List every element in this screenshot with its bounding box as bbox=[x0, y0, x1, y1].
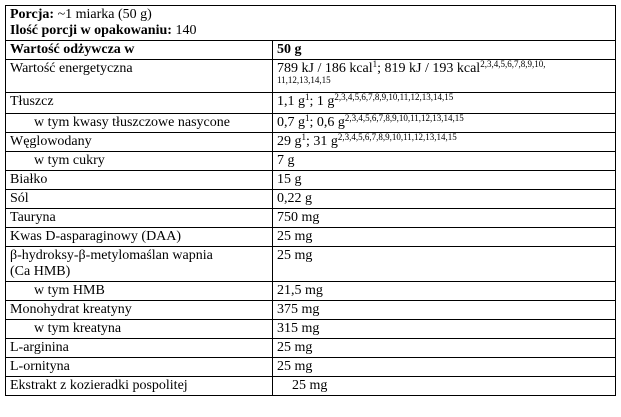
footnote-ref: 1 bbox=[301, 132, 306, 142]
table-row bbox=[6, 152, 616, 171]
table-row bbox=[6, 228, 616, 247]
count-value: 140 bbox=[175, 23, 197, 38]
table-row bbox=[6, 358, 616, 377]
count-label: Ilość porcji w opakowaniu: bbox=[10, 23, 172, 38]
table-row bbox=[6, 320, 616, 339]
table-row bbox=[6, 114, 616, 133]
table-row bbox=[6, 301, 616, 320]
row-name: L-arginina bbox=[6, 339, 273, 358]
table-row bbox=[6, 60, 616, 93]
footnote-refs: 2,3,4,5,6,7,8,9,10,11,12,13,14,15 bbox=[334, 92, 454, 102]
value-b: ; 1 g bbox=[309, 94, 335, 109]
row-name-line2: (Ca HMB) bbox=[10, 264, 71, 279]
footnote-refs-cont: 11,12,13,14,15 bbox=[277, 75, 331, 85]
row-name: w tym kwasy tłuszczowe nasycone bbox=[6, 114, 273, 133]
row-value bbox=[273, 133, 616, 152]
table-row bbox=[6, 93, 616, 114]
value-a: 789 kJ / 186 kcal bbox=[277, 61, 373, 76]
row-name-line1: β-hydroksy-β-metylomaślan wapnia bbox=[10, 248, 213, 263]
row-value: 750 mg bbox=[273, 209, 616, 228]
row-value: 25 mg bbox=[273, 358, 616, 377]
row-name: Tłuszcz bbox=[6, 93, 273, 114]
value-a: 29 g bbox=[277, 134, 302, 149]
nutrition-table bbox=[5, 5, 616, 396]
row-value: 15 g bbox=[273, 171, 616, 190]
row-name: Ekstrakt z kozieradki pospolitej bbox=[6, 377, 273, 396]
row-name: w tym cukry bbox=[6, 152, 273, 171]
serving-label: Porcja: bbox=[10, 7, 55, 22]
footnote-ref: 1 bbox=[305, 92, 310, 102]
row-value: 25 mg bbox=[273, 377, 616, 396]
value-a: 0,7 g bbox=[277, 115, 305, 130]
col1-header: Wartość odżywcza w bbox=[6, 41, 273, 60]
table-row bbox=[6, 209, 616, 228]
row-name: w tym kreatyna bbox=[6, 320, 273, 339]
table-row bbox=[6, 339, 616, 358]
footnote-ref: 1 bbox=[305, 113, 310, 123]
table-row bbox=[6, 282, 616, 301]
row-value bbox=[273, 60, 616, 93]
serving-value: ~1 miarka (50 g) bbox=[57, 7, 152, 22]
table-row bbox=[6, 190, 616, 209]
row-value bbox=[273, 114, 616, 133]
row-value: 0,22 g bbox=[273, 190, 616, 209]
table-row bbox=[6, 133, 616, 152]
value-b: ; 0,6 g bbox=[309, 115, 345, 130]
row-value: 25 mg bbox=[273, 228, 616, 247]
row-name: Białko bbox=[6, 171, 273, 190]
row-value: 7 g bbox=[273, 152, 616, 171]
row-value: 25 mg bbox=[273, 247, 616, 282]
col2-header: 50 g bbox=[273, 41, 616, 60]
row-name: Sól bbox=[6, 190, 273, 209]
row-name: Tauryna bbox=[6, 209, 273, 228]
row-name bbox=[6, 247, 273, 282]
footnote-refs: 2,3,4,5,6,7,8,9,10,11,12,13,14,15 bbox=[344, 113, 464, 123]
footnote-refs: 2,3,4,5,6,7,8,9,10, bbox=[480, 59, 546, 69]
table-row bbox=[6, 377, 616, 396]
row-name: Węglowodany bbox=[6, 133, 273, 152]
row-name: Monohydrat kreatyny bbox=[6, 301, 273, 320]
row-value: 375 mg bbox=[273, 301, 616, 320]
row-value: 25 mg bbox=[273, 339, 616, 358]
nutrition-sheet bbox=[5, 5, 615, 396]
table-row bbox=[6, 247, 616, 282]
serving-header-row bbox=[6, 6, 616, 41]
row-value: 21,5 mg bbox=[273, 282, 616, 301]
row-name: Kwas D-asparaginowy (DAA) bbox=[6, 228, 273, 247]
footnote-ref: 1 bbox=[372, 59, 378, 69]
value-b: ; 31 g bbox=[306, 134, 338, 149]
serving-line bbox=[10, 7, 611, 23]
count-line bbox=[10, 23, 611, 39]
serving-header-cell bbox=[6, 6, 616, 41]
row-value bbox=[273, 93, 616, 114]
table-row bbox=[6, 171, 616, 190]
row-value: 315 mg bbox=[273, 320, 616, 339]
row-name: w tym HMB bbox=[6, 282, 273, 301]
row-name: L-ornityna bbox=[6, 358, 273, 377]
row-name: Wartość energetyczna bbox=[6, 60, 273, 93]
footnote-refs: 2,3,4,5,6,7,8,9,10,11,12,13,14,15 bbox=[337, 132, 457, 142]
table-header-row bbox=[6, 41, 616, 60]
value-b: ; 819 kJ / 193 kcal bbox=[377, 61, 481, 76]
value-a: 1,1 g bbox=[277, 94, 305, 109]
